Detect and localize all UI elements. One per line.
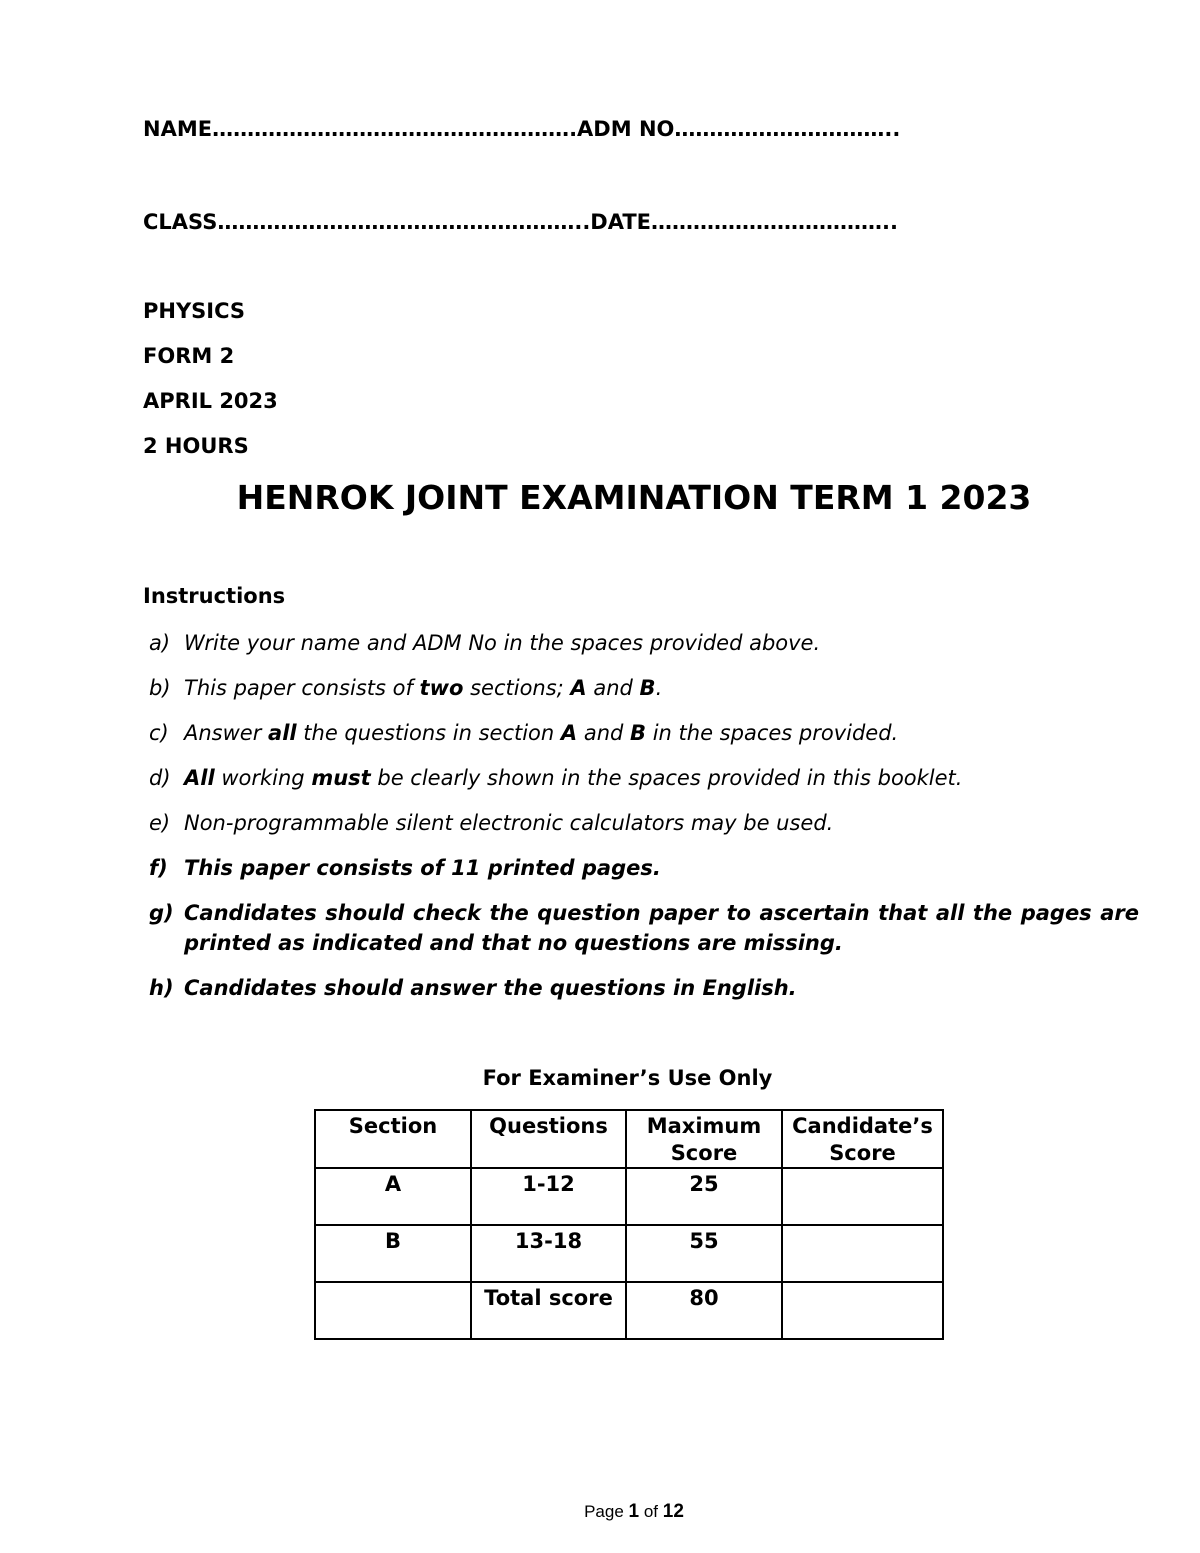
instruction-label: f)	[149, 856, 168, 880]
instruction-text	[184, 808, 1139, 838]
instruction-label: b)	[149, 676, 171, 700]
text-run: Non-programmable silent electronic calculators may be used.	[184, 811, 834, 835]
instruction-text	[184, 718, 1139, 748]
table-row	[315, 1225, 943, 1282]
text-run: Candidates should check the question paper to ascertain that all the pages are printed as indicated and that no questions are missing.	[184, 901, 1139, 955]
text-run: the questions in section	[296, 721, 561, 745]
page-title: HENROK JOINT EXAMINATION TERM 1 2023	[236, 478, 1032, 517]
instruction-text	[184, 898, 1139, 958]
instruction-item	[149, 898, 1139, 958]
instruction-item	[149, 808, 1139, 838]
emphasis-text: must	[311, 766, 371, 790]
section-cell	[315, 1282, 471, 1339]
text-run: in the spaces provided.	[646, 721, 899, 745]
max-score-cell: 25	[626, 1168, 782, 1225]
text-run: and	[586, 676, 640, 700]
max-score-cell: 80	[626, 1282, 782, 1339]
header-cell: Section	[315, 1110, 471, 1168]
emphasis-text: B	[630, 721, 647, 745]
instruction-label: a)	[149, 631, 171, 655]
section-cell: B	[315, 1225, 471, 1282]
instruction-item	[149, 763, 1139, 793]
instruction-label: h)	[149, 976, 174, 1000]
instruction-text	[184, 853, 1139, 883]
of-word: of	[643, 1502, 659, 1521]
duration: 2 HOURS	[143, 434, 249, 458]
text-run: .	[655, 676, 663, 700]
table-row	[315, 1168, 943, 1225]
instruction-text	[184, 673, 1139, 703]
text-run: This paper consists of 11 printed pages.	[184, 856, 661, 880]
instruction-label: c)	[149, 721, 169, 745]
emphasis-text: all	[268, 721, 297, 745]
class-date-line: CLASS……………………………………………..DATE……………………………..	[143, 210, 898, 234]
header-cell: Maximum Score	[626, 1110, 782, 1168]
instruction-item	[149, 853, 1139, 883]
max-score-cell: 55	[626, 1225, 782, 1282]
text-run: Answer	[184, 721, 269, 745]
table-header-row	[315, 1110, 943, 1168]
candidate-score-cell	[782, 1168, 943, 1225]
emphasis-text: All	[184, 766, 215, 790]
examiner-caption: For Examiner’s Use Only	[482, 1066, 773, 1090]
text-run: Candidates should answer the questions in English.	[184, 976, 797, 1000]
candidate-score-cell	[782, 1225, 943, 1282]
emphasis-text: A	[560, 721, 578, 745]
questions-cell: 13-18	[471, 1225, 626, 1282]
instruction-label: d)	[149, 766, 171, 790]
instruction-text	[184, 973, 1139, 1003]
current-page-number: 1	[628, 1501, 640, 1522]
candidate-score-cell	[782, 1282, 943, 1339]
text-run: and	[577, 721, 631, 745]
subject: PHYSICS	[143, 299, 246, 323]
instruction-text	[184, 763, 1139, 793]
name-adm-line: NAME…………………………………………….ADM NO…………………………..	[143, 117, 901, 141]
text-run: sections;	[463, 676, 571, 700]
instruction-item	[149, 718, 1139, 748]
instruction-label: e)	[149, 811, 171, 835]
text-run: Write your name and ADM No in the spaces provided above.	[184, 631, 821, 655]
instruction-label: g)	[149, 901, 174, 925]
header-cell: Candidate’s Score	[782, 1110, 943, 1168]
page-footer	[0, 1501, 1200, 1523]
page-word: Page	[584, 1502, 624, 1521]
emphasis-text: B	[639, 676, 656, 700]
text-run: be clearly shown in the spaces provided in this booklet.	[370, 766, 963, 790]
table-row	[315, 1282, 943, 1339]
instruction-item	[149, 973, 1139, 1003]
instructions-heading: Instructions	[143, 584, 286, 608]
instruction-item	[149, 673, 1139, 703]
text-run: working	[214, 766, 312, 790]
section-cell: A	[315, 1168, 471, 1225]
total-pages-number: 12	[662, 1501, 684, 1522]
exam-date: APRIL 2023	[143, 389, 278, 413]
form-level: FORM 2	[143, 344, 235, 368]
examiner-score-table	[314, 1109, 944, 1340]
header-cell: Questions	[471, 1110, 626, 1168]
text-run: This paper consists of	[184, 676, 420, 700]
instruction-text	[184, 628, 1139, 658]
emphasis-text: A	[570, 676, 587, 700]
questions-cell: 1-12	[471, 1168, 626, 1225]
emphasis-text: two	[419, 676, 464, 700]
instruction-item	[149, 628, 1139, 658]
questions-cell: Total score	[471, 1282, 626, 1339]
